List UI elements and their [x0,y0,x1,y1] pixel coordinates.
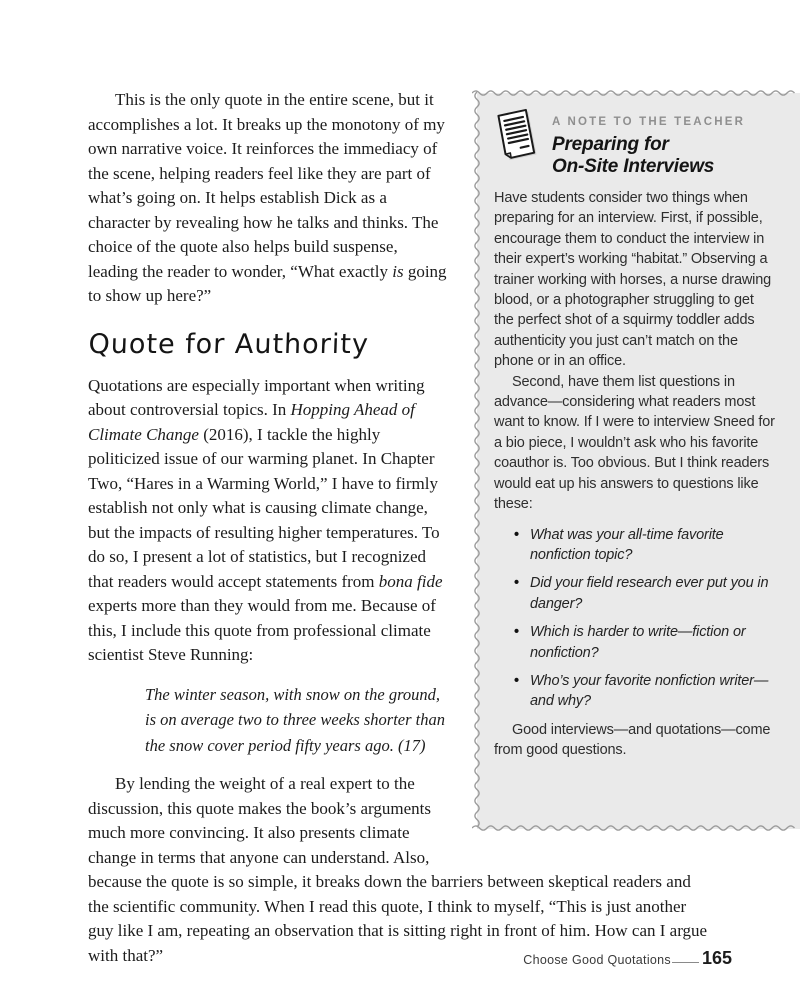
body-paragraph: This is the only quote in the entire scene, but it accomplishes a lot. It breaks up the monotony of my own narrative voice. It reinforces the immediacy of the scene, helping readers feel like they are part of what’s going on. It helps establish Dick as a character by revealing how he talks and thinks. The choice of the quote also helps build suspense, leading the reader to wonder, “What exactly is going to show up here?” [88,90,447,305]
sidebar-paragraph: Second, have them list questions in advance—considering what readers most want to know. If I were to interview Sneed for a bio piece, I wouldn’t ask who his favorite coauthor is. Too obvious. But I think readers would eat up his answers to questions like these: [494,373,775,513]
sidebar-body [472,88,800,761]
sidebar-question-list [494,525,776,712]
body-paragraph: Quotations are especially important when writing about controversial topics. In Hopping Ahead of Climate Change (2016), I tackle the highly politicized issue of our warming planet. In Chapter Two, “Hares in a Warming World,” I have to firmly establish not only what is causing climate change, but the impacts of resulting higher temperatures. To do so, I present a lot of statistics, but I recognized that readers would accept statements from bona fide experts more than they would from me. Because of this, I include this quote from professional climate scientist Steve Running: [88,375,443,664]
footer-rule [672,962,699,963]
footer-section-title: Choose Good Quotations [523,953,671,967]
list-item: • What was your all-time favorite nonfiction topic? [530,525,776,566]
sidebar-header-text [552,108,745,178]
sidebar-title-line1: Preparing for [552,134,669,155]
sidebar-paragraph: Good interviews—and quotations—come from good questions. [494,721,771,759]
page-number: 165 [701,948,732,968]
body-paragraph: By lending the weight of a real expert to the discussion, this quote makes the book’s arguments much more convincing. It also presents climate change in terms that anyone can understand. Also, because the quote is so simple, it breaks down the barriers between skeptical readers and the scientific community. When I read this quote, I think to myself, “This is just another guy like I am, repeating an observation that is sitting right in front of him. How can I argue with that?” [88,774,708,965]
sidebar-paragraph: Have students consider two things when preparing for an interview. First, if possible, encourage them to conduct the interview in their expert’s working “habitat.” Observing a trainer working with horses, a nurse drawing blood, or a photographer struggling to get the perfect shot of a squirmy toddler adds authenticity you just can’t match on the phone or in an office. [494,190,772,370]
sidebar-header [494,108,776,178]
list-item: • Who’s your favorite nonfiction writer—and why? [530,671,776,712]
block-quote: The winter season, with snow on the ground, is on average two to three weeks shorter than the snow cover period fifty years ago. (17) [145,684,446,755]
sidebar-kicker: A NOTE TO THE TEACHER [552,116,746,128]
sidebar-title [552,134,745,178]
section-heading: Quote for Authority [88,328,370,360]
list-item: • Which is harder to write—fiction or nonfiction? [530,622,776,663]
sidebar-title-line2: On-Site Interviews [552,156,715,177]
page-footer [523,948,732,969]
teacher-note-sidebar [472,88,800,833]
note-paper-icon [494,108,542,166]
list-item: • Did your field research ever put you in danger? [530,573,776,614]
